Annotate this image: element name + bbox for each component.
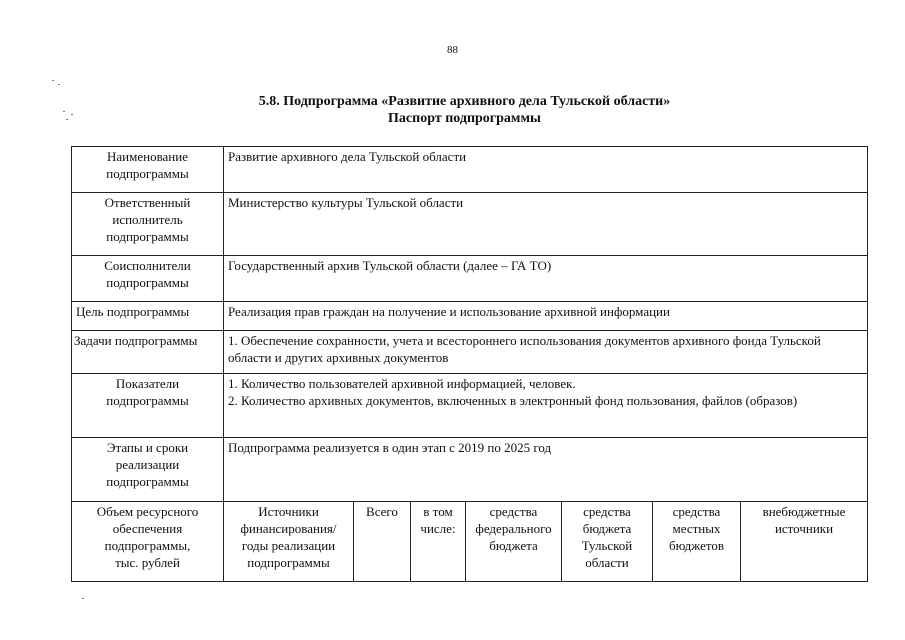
row-value-indicators: 1. Количество пользователей архивной информацией, человек. 2. Количество архивных документов, включенных в электронный фонд пользования, файлов (образов) (224, 374, 868, 438)
row-label-resources: Объем ресурсного обеспечения подпрограммы, тыс. рублей (72, 502, 224, 582)
column-header-total: Всего (354, 502, 411, 582)
row-value-coexecutors: Государственный архив Тульской области (далее – ГА ТО) (224, 256, 868, 302)
table-row (72, 438, 868, 502)
table-row (72, 193, 868, 256)
page-number: 88 (447, 44, 458, 56)
passport-table (71, 146, 868, 582)
subprogram-title: 5.8. Подпрограмма «Развитие архивного дела Тульской области» (258, 94, 671, 109)
row-label-goal: Цель подпрограммы (72, 302, 224, 331)
column-header-regional-budget: средства бюджета Тульской области (562, 502, 653, 582)
table-row (72, 331, 868, 374)
row-value-stages: Подпрограмма реализуется в один этап с 2019 по 2025 год (224, 438, 868, 502)
row-value-tasks: 1. Обеспечение сохранности, учета и всестороннего использования документов архивного фонда Тульской области и других архивных документов (224, 331, 868, 374)
row-label-stages: Этапы и сроки реализации подпрограммы (72, 438, 224, 502)
row-value-goal: Реализация прав граждан на получение и использование архивной информации (224, 302, 868, 331)
row-label-executor: Ответственный исполнитель подпрограммы (72, 193, 224, 256)
row-value-name: Развитие архивного дела Тульской области (224, 147, 868, 193)
column-header-federal-budget: средства федерального бюджета (466, 502, 562, 582)
scan-speck (66, 119, 68, 120)
row-label-name: Наименование подпрограммы (72, 147, 224, 193)
row-label-tasks: Задачи подпрограммы (72, 331, 224, 374)
row-label-coexecutors: Соисполнители подпрограммы (72, 256, 224, 302)
row-label-indicators: Показатели подпрограммы (72, 374, 224, 438)
table-row (72, 502, 868, 582)
scan-speck (52, 80, 54, 81)
scan-speck (82, 598, 84, 599)
column-header-local-budgets: средства местных бюджетов (653, 502, 741, 582)
scan-speck (71, 114, 73, 115)
column-header-including: в том числе: (411, 502, 466, 582)
table-row (72, 302, 868, 331)
column-header-extrabudgetary: внебюджетные источники (741, 502, 868, 582)
column-header-funding-sources: Источники финансирования/ годы реализации подпрограммы (224, 502, 354, 582)
table-row (72, 374, 868, 438)
scan-speck (58, 84, 60, 85)
passport-subtitle: Паспорт подпрограммы (388, 111, 541, 126)
table-row (72, 147, 868, 193)
row-value-executor: Министерство культуры Тульской области (224, 193, 868, 256)
table-row (72, 256, 868, 302)
scan-speck (63, 111, 65, 112)
